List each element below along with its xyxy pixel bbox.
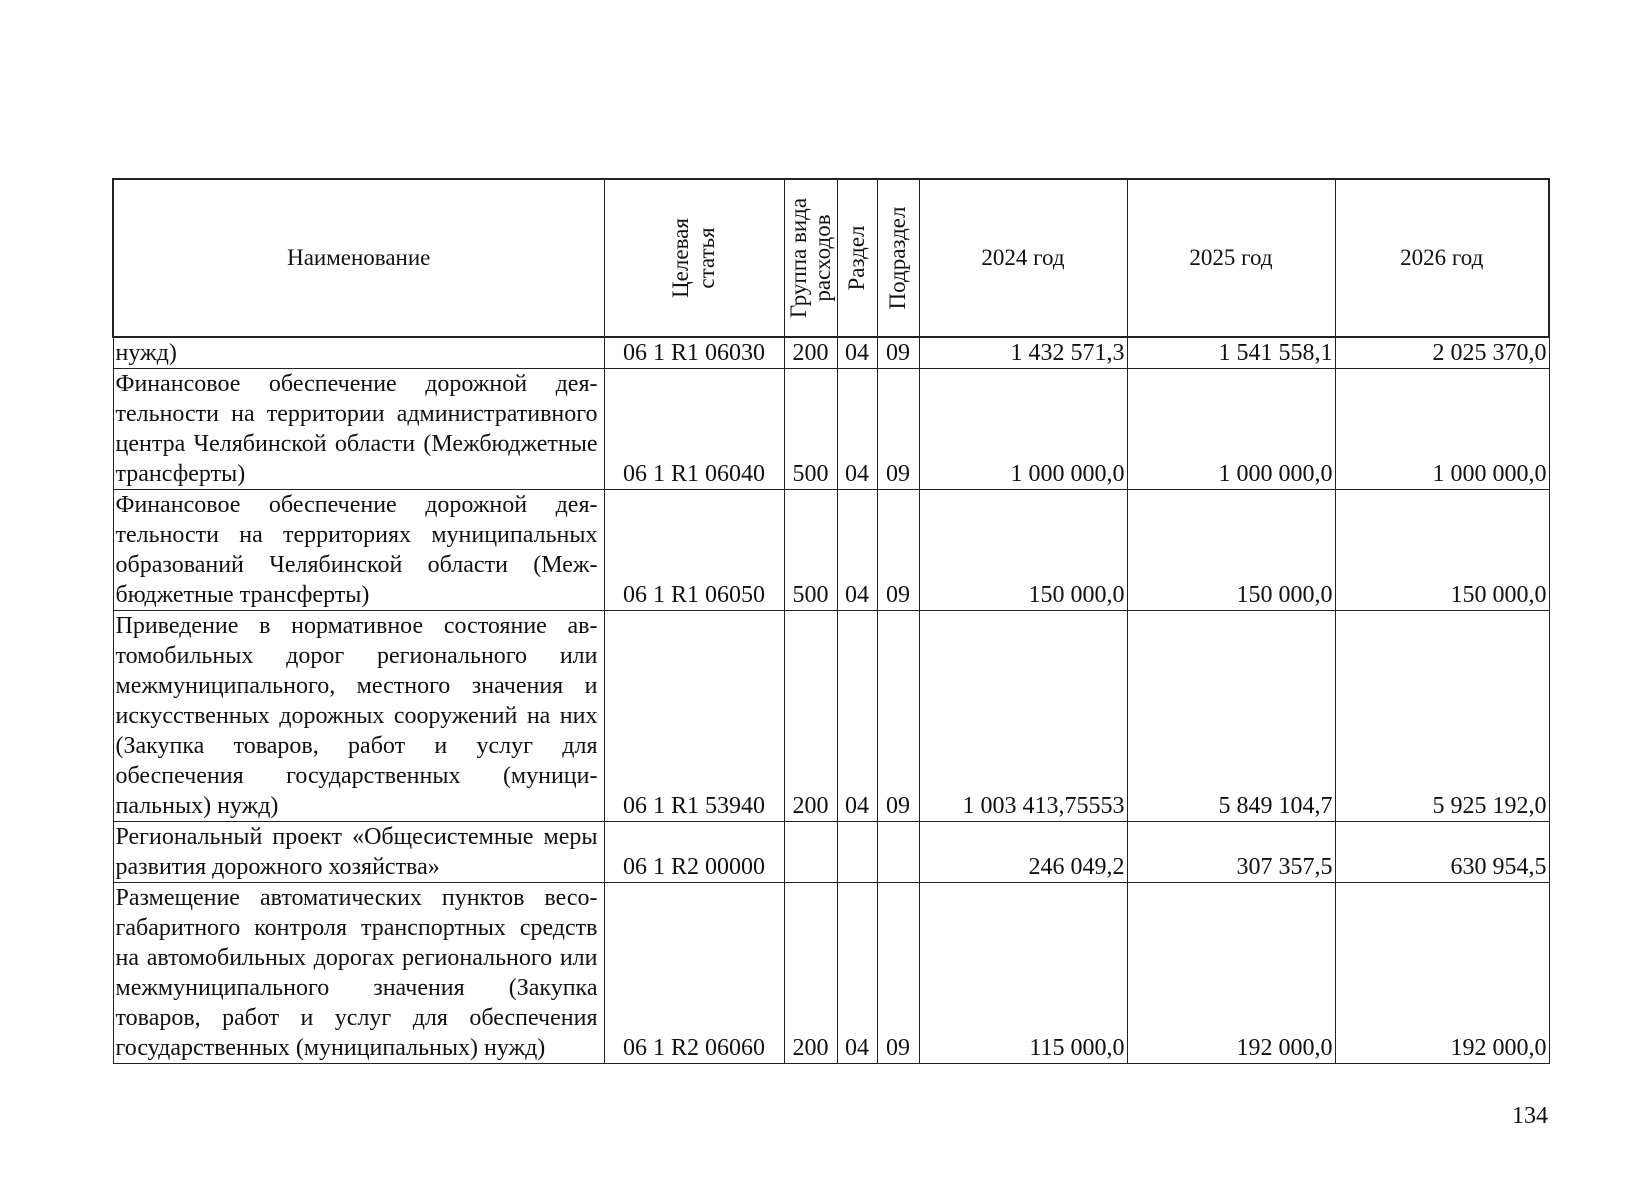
row-name: нужд): [113, 337, 604, 369]
row-section: 04: [837, 611, 877, 822]
header-2024: 2024 год: [919, 179, 1127, 337]
row-name: Финансовое обеспечение дорожной деятельности на территориях муниципальных образований Челябинской области (Межбюджетные трансферты): [113, 490, 604, 611]
row-2025: 5 849 104,7: [1127, 611, 1335, 822]
row-target-article: 06 1 R1 53940: [604, 611, 784, 822]
row-2024: 115 000,0: [919, 883, 1127, 1064]
header-section: Раздел: [837, 179, 877, 337]
row-expense-group: 200: [784, 611, 837, 822]
row-subsection: 09: [877, 337, 919, 369]
row-name: Региональный проект «Общесистемные меры развития дорожного хозяйства»: [113, 822, 604, 883]
budget-page: [112, 178, 1548, 1064]
header-subsection: Подраздел: [877, 179, 919, 337]
row-section: 04: [837, 490, 877, 611]
row-section: [837, 822, 877, 883]
row-target-article: 06 1 R1 06030: [604, 337, 784, 369]
row-target-article: 06 1 R1 06050: [604, 490, 784, 611]
row-2026: 1 000 000,0: [1335, 369, 1549, 490]
header-name: Наименование: [113, 179, 604, 337]
table-header-row: [113, 179, 1549, 337]
row-expense-group: 500: [784, 490, 837, 611]
page-number: 134: [1512, 1103, 1548, 1129]
budget-table: [112, 178, 1550, 1064]
row-2025: 150 000,0: [1127, 490, 1335, 611]
header-expense-group: Группа вида расходов: [784, 179, 837, 337]
table-row: [113, 883, 1549, 1064]
row-section: 04: [837, 883, 877, 1064]
row-2024: 1 432 571,3: [919, 337, 1127, 369]
row-2026: 630 954,5: [1335, 822, 1549, 883]
row-expense-group: [784, 822, 837, 883]
row-2026: 5 925 192,0: [1335, 611, 1549, 822]
row-2025: 307 357,5: [1127, 822, 1335, 883]
row-2024: 1 000 000,0: [919, 369, 1127, 490]
table-row: [113, 337, 1549, 369]
row-2026: 2 025 370,0: [1335, 337, 1549, 369]
table-row: [113, 611, 1549, 822]
row-expense-group: 200: [784, 883, 837, 1064]
row-2024: 1 003 413,75553: [919, 611, 1127, 822]
row-name: Приведение в нормативное состояние автомобильных дорог регионального или межмуниципального, местного значения и искусственных дорожных сооружений на них (Закупка товаров, работ и услуг для обеспечения государственных (муниципальных) нужд): [113, 611, 604, 822]
row-name: Финансовое обеспечение дорожной деятельности на территории административного центра Челябинской области (Межбюджетные трансферты): [113, 369, 604, 490]
row-subsection: 09: [877, 369, 919, 490]
row-2025: 1 000 000,0: [1127, 369, 1335, 490]
row-section: 04: [837, 369, 877, 490]
table-row: [113, 822, 1549, 883]
row-2024: 150 000,0: [919, 490, 1127, 611]
row-2025: 192 000,0: [1127, 883, 1335, 1064]
row-target-article: 06 1 R2 06060: [604, 883, 784, 1064]
row-subsection: 09: [877, 883, 919, 1064]
row-subsection: 09: [877, 490, 919, 611]
row-expense-group: 200: [784, 337, 837, 369]
row-2024: 246 049,2: [919, 822, 1127, 883]
table-row: [113, 490, 1549, 611]
row-subsection: 09: [877, 611, 919, 822]
row-name: Размещение автоматических пунктов весогабаритного контроля транспортных средств на автомобильных дорогах регионального или межмуниципального значения (Закупка товаров, работ и услуг для обеспечения государственных (муниципальных) нужд): [113, 883, 604, 1064]
row-target-article: 06 1 R1 06040: [604, 369, 784, 490]
header-target-article: Целевая статья: [604, 179, 784, 337]
row-expense-group: 500: [784, 369, 837, 490]
table-row: [113, 369, 1549, 490]
row-2026: 150 000,0: [1335, 490, 1549, 611]
header-2025: 2025 год: [1127, 179, 1335, 337]
row-2025: 1 541 558,1: [1127, 337, 1335, 369]
row-subsection: [877, 822, 919, 883]
row-2026: 192 000,0: [1335, 883, 1549, 1064]
header-2026: 2026 год: [1335, 179, 1549, 337]
row-target-article: 06 1 R2 00000: [604, 822, 784, 883]
row-section: 04: [837, 337, 877, 369]
